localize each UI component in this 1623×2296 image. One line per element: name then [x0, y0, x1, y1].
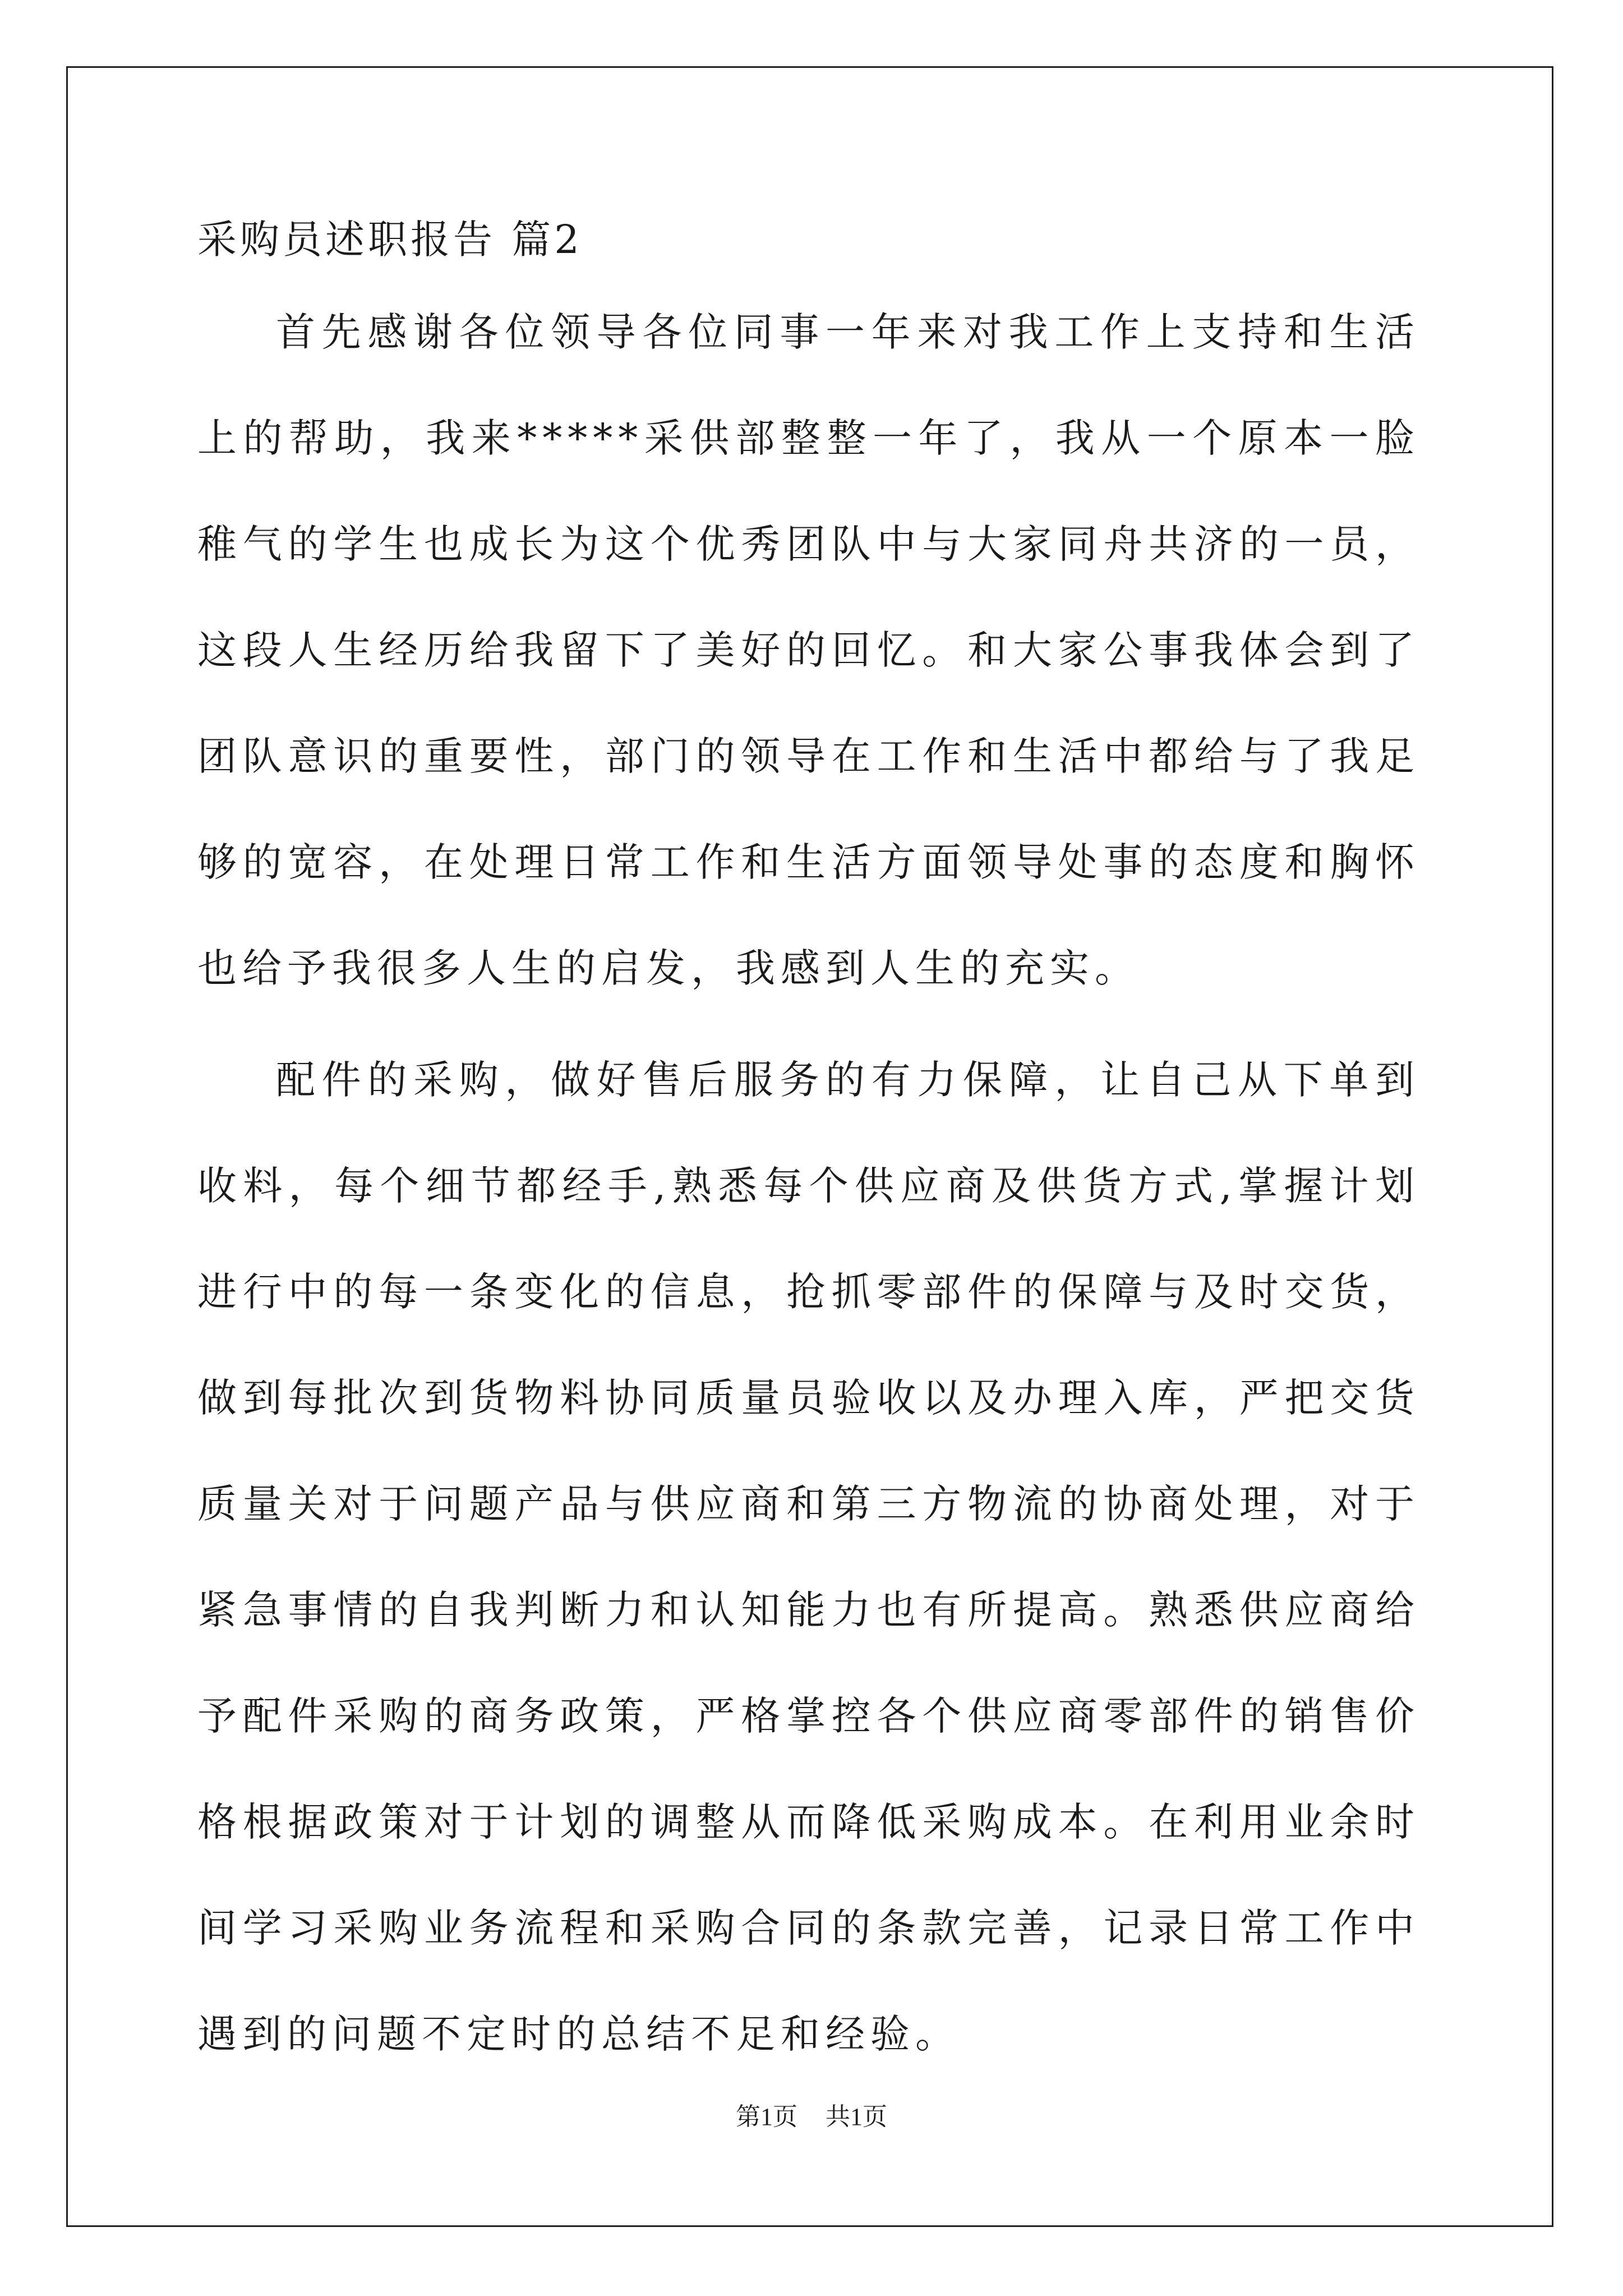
paragraph-2: 配件的采购，做好售后服务的有力保障，让自己从下单到收料，每个细节都经手,熟悉每个供应商及供货方式,掌握计划进行中的每一条变化的信息，抢抓零部件的保障与及时交货，做到每批次到货物料协同质量员验收以及办理入库，严把交货质量关对于问题产品与供应商和第三方物流的协商处理，对于紧急事情的自我判断力和认知能力也有所提高。熟悉供应商给予配件采购的商务政策，严格掌控各个供应商零部件的销售价格根据政策对于计划的调整从而降低采购成本。在利用业余时间学习采购业务流程和采购合同的条款完善，记录日常工作中遇到的问题不定时的总结不足和经验。	[197, 1057, 1420, 2057]
page-count: 共1页	[826, 2103, 887, 2131]
page-footer	[0, 2105, 1623, 2129]
document-title: 采购员述职报告 篇2	[197, 217, 583, 263]
page-number: 第1页	[736, 2103, 797, 2131]
document-body	[197, 217, 1420, 2093]
paragraph-1: 首先感谢各位领导各位同事一年来对我工作上支持和生活上的帮助，我来*****采供部整整一年了，我从一个原本一脸稚气的学生也成长为这个优秀团队中与大家同舟共济的一员，这段人生经历给我留下了美好的回忆。和大家公事我体会到了团队意识的重要性，部门的领导在工作和生活中都给与了我足够的宽容，在处理日常工作和生活方面领导处事的态度和胸怀也给予我很多人生的启发，我感到人生的充实。	[197, 309, 1420, 991]
